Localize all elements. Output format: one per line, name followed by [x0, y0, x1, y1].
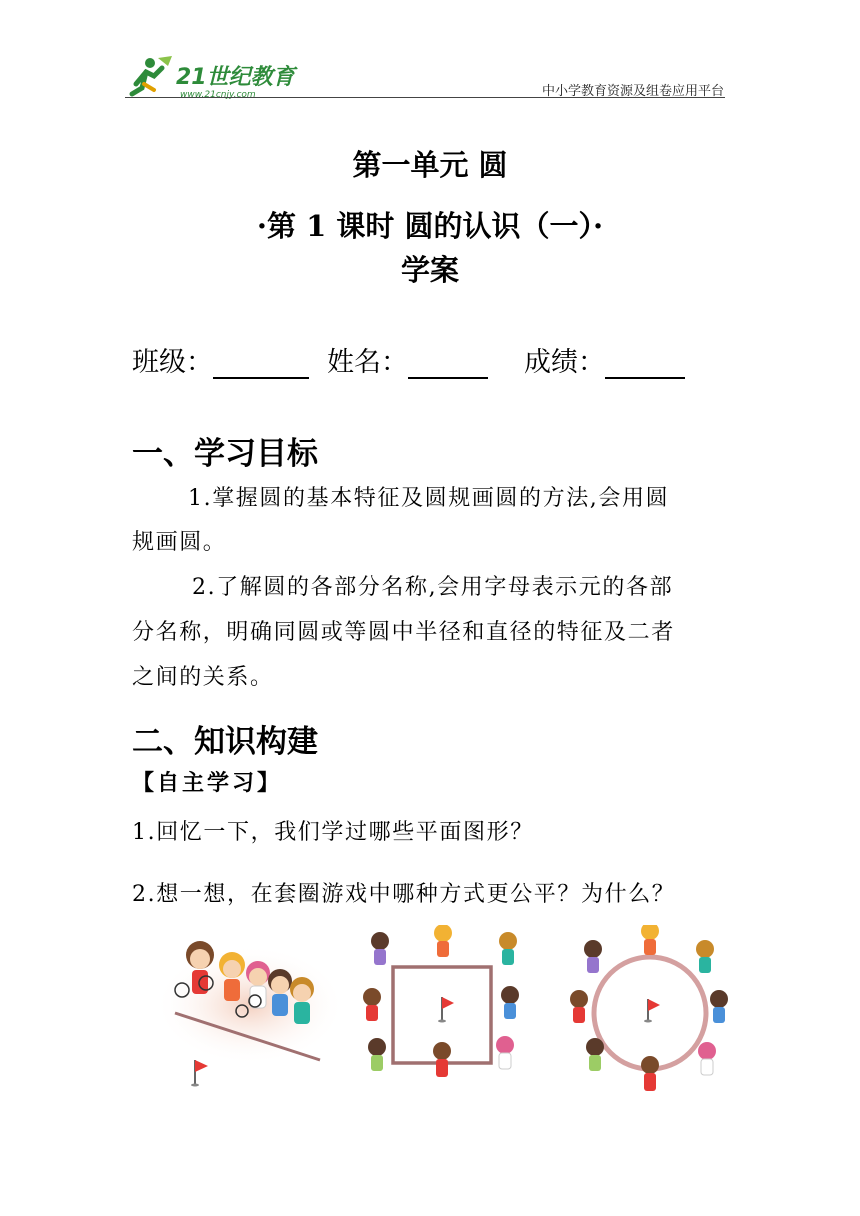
- flag-icon: [191, 1060, 208, 1087]
- self-study-subheading: 【自主学习】: [132, 770, 283, 796]
- child-figure-icon: [501, 986, 519, 1019]
- unit-title: 第一单元 圆: [352, 148, 508, 182]
- child-figure-icon: [499, 932, 517, 965]
- child-figure-icon: [710, 990, 728, 1023]
- question-1: 1.回忆一下，我们学过哪些平面图形？: [132, 820, 534, 845]
- child-figure-icon: [696, 940, 714, 973]
- child-figure-icon: [496, 1036, 514, 1069]
- section-heading-knowledge: 二、知识构建: [132, 724, 318, 760]
- child-figure-icon: [641, 1056, 659, 1091]
- section-heading-objectives: 一、学习目标: [132, 436, 318, 472]
- score-blank[interactable]: [605, 347, 685, 379]
- objective-2-line-1: 2.了解圆的各部分名称,会用字母表示元的各部: [192, 575, 674, 600]
- square-formation-illustration: [355, 925, 530, 1095]
- objective-1-line-2: 规画圆。: [132, 530, 227, 555]
- circle-formation-illustration: [565, 925, 735, 1105]
- header-right-text: 中小学教育资源及组卷应用平台: [541, 84, 724, 99]
- child-figure-icon: [698, 1042, 716, 1075]
- child-figure-icon: [584, 940, 602, 973]
- flag-icon: [438, 997, 454, 1023]
- objective-2-line-2: 分名称，明确同圆或等圆中半径和直径的特征及二者: [132, 620, 675, 645]
- site-logo: [128, 54, 308, 100]
- child-figure-icon: [586, 1038, 604, 1071]
- child-figure-icon: [363, 988, 381, 1021]
- child-figure-icon: [433, 1042, 451, 1077]
- running-person-logo-icon: [132, 56, 172, 94]
- child-figure-icon: [434, 925, 452, 957]
- flag-icon: [644, 999, 660, 1023]
- class-label: 班级：: [132, 347, 213, 378]
- name-label: 姓名：: [327, 347, 408, 378]
- question-2: 2.想一想，在套圈游戏中哪种方式更公平？为什么？: [132, 882, 676, 907]
- child-figure-icon: [570, 990, 588, 1023]
- document-type-title: 学案: [400, 253, 459, 287]
- child-figure-icon: [371, 932, 389, 965]
- score-label: 成绩：: [524, 347, 605, 378]
- class-blank[interactable]: [213, 347, 309, 379]
- logo-text: 21世纪教育: [176, 65, 295, 90]
- objective-2-line-3: 之间的关系。: [132, 665, 274, 690]
- name-blank[interactable]: [408, 347, 488, 379]
- logo-url: www.21cnjy.com: [180, 90, 256, 100]
- child-figure-icon: [368, 1038, 386, 1071]
- objective-1-line-1: 1.掌握圆的基本特征及圆规画圆的方法,会用圆: [188, 486, 670, 511]
- lesson-title: ·第 1 课时 圆的认识（一）·: [256, 209, 604, 243]
- child-figure-icon: [641, 925, 659, 955]
- line-formation-illustration: [140, 925, 340, 1095]
- student-info-row: [132, 340, 685, 379]
